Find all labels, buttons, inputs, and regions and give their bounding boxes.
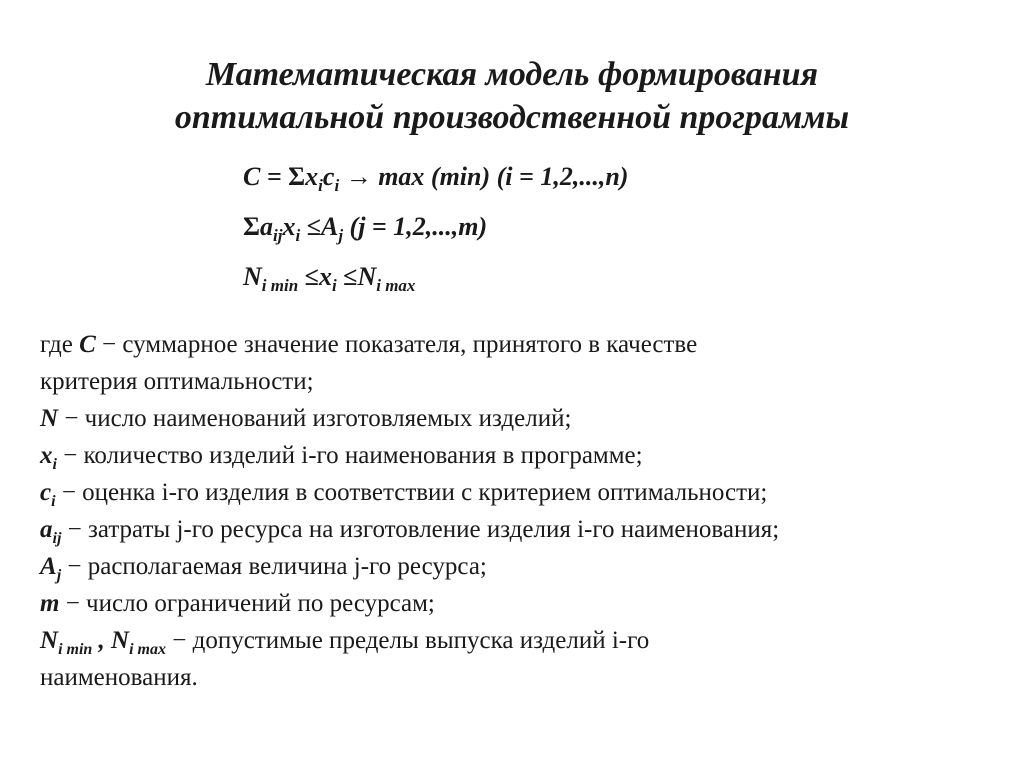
objective-lhs: C = [243, 162, 289, 191]
var-N: N [357, 262, 377, 291]
le-symbol: ≤ [298, 262, 319, 291]
definition-m [40, 585, 990, 622]
title-line-2: оптимальной производственной программы [174, 99, 850, 136]
index-i: i [51, 493, 56, 510]
definition-N-limits [40, 622, 990, 659]
index-i: i [331, 276, 337, 295]
title-line-1: Математическая модель формирования [205, 56, 819, 93]
index-i-min: i min [261, 276, 299, 295]
objective-rest: max (min) (i = 1,2,...,n) [378, 162, 629, 191]
definition-c [40, 474, 990, 511]
definition-C [40, 326, 990, 363]
resource-constraint [243, 212, 488, 245]
definition-x [40, 437, 990, 474]
symbol-m: m [40, 590, 60, 617]
symbol-c: c [40, 479, 52, 506]
objective-function [243, 162, 629, 195]
index-i: i [52, 456, 57, 473]
comma: , [92, 627, 112, 654]
definition-text: − допустимые пределы выпуска изделий i-го [166, 627, 650, 654]
index-ij: ij [52, 530, 62, 547]
sum-symbol: Σ [243, 212, 260, 241]
definition-text: − затраты j-го ресурса на изготовление изделия i-го наименования; [61, 516, 780, 543]
symbol-N: N [111, 627, 130, 654]
definition-A [40, 548, 990, 585]
var-A: A [320, 212, 339, 241]
definition-text: − суммарное значение показателя, принятого в качестве [95, 331, 698, 358]
var-x: x [305, 162, 319, 191]
definition-a [40, 511, 990, 548]
symbol-N: N [40, 627, 59, 654]
arrow-symbol: → [339, 162, 379, 191]
symbol-a: a [40, 516, 53, 543]
var-x: x [282, 212, 296, 241]
index-i: i [295, 226, 301, 245]
definition-text: − число ограничений по ресурсам; [59, 590, 435, 617]
where-word: где [40, 331, 80, 358]
le-symbol: ≤ [300, 212, 321, 241]
le-symbol: ≤ [336, 262, 358, 291]
definitions-list [40, 326, 990, 696]
symbol-N: N [40, 405, 59, 432]
index-j: j [56, 567, 62, 584]
bounds-constraint [243, 262, 416, 295]
definition-text: − оценка i-го изделия в соответствии с критерием оптимальности; [55, 479, 768, 506]
index-i-max: i max [129, 641, 166, 658]
var-x: x [318, 262, 332, 291]
var-N: N [243, 262, 262, 291]
definition-N [40, 400, 990, 437]
var-a: a [260, 212, 273, 241]
index-j: j [338, 226, 344, 245]
index-ij: ij [273, 226, 283, 245]
index-i: i [318, 176, 323, 195]
definition-N-limits-cont: наименования. [40, 664, 198, 691]
index-i-min: i min [58, 641, 93, 658]
symbol-A: A [40, 553, 57, 580]
symbol-C: C [79, 331, 96, 358]
definition-C-cont: критерия оптимальности; [40, 368, 314, 395]
index-i-max: i max [376, 276, 416, 295]
resource-rest: (j = 1,2,...,m) [343, 212, 488, 241]
definition-text: − число наименований изготовляемых изделий; [58, 405, 572, 432]
index-i: i [334, 176, 340, 195]
definition-text: − количество изделий i-го наименования в программе; [56, 442, 643, 469]
sum-symbol: Σ [288, 162, 306, 191]
definition-text: − располагаемая величина j-го ресурса; [61, 553, 487, 580]
symbol-x: x [40, 442, 53, 469]
var-c: c [322, 162, 335, 191]
